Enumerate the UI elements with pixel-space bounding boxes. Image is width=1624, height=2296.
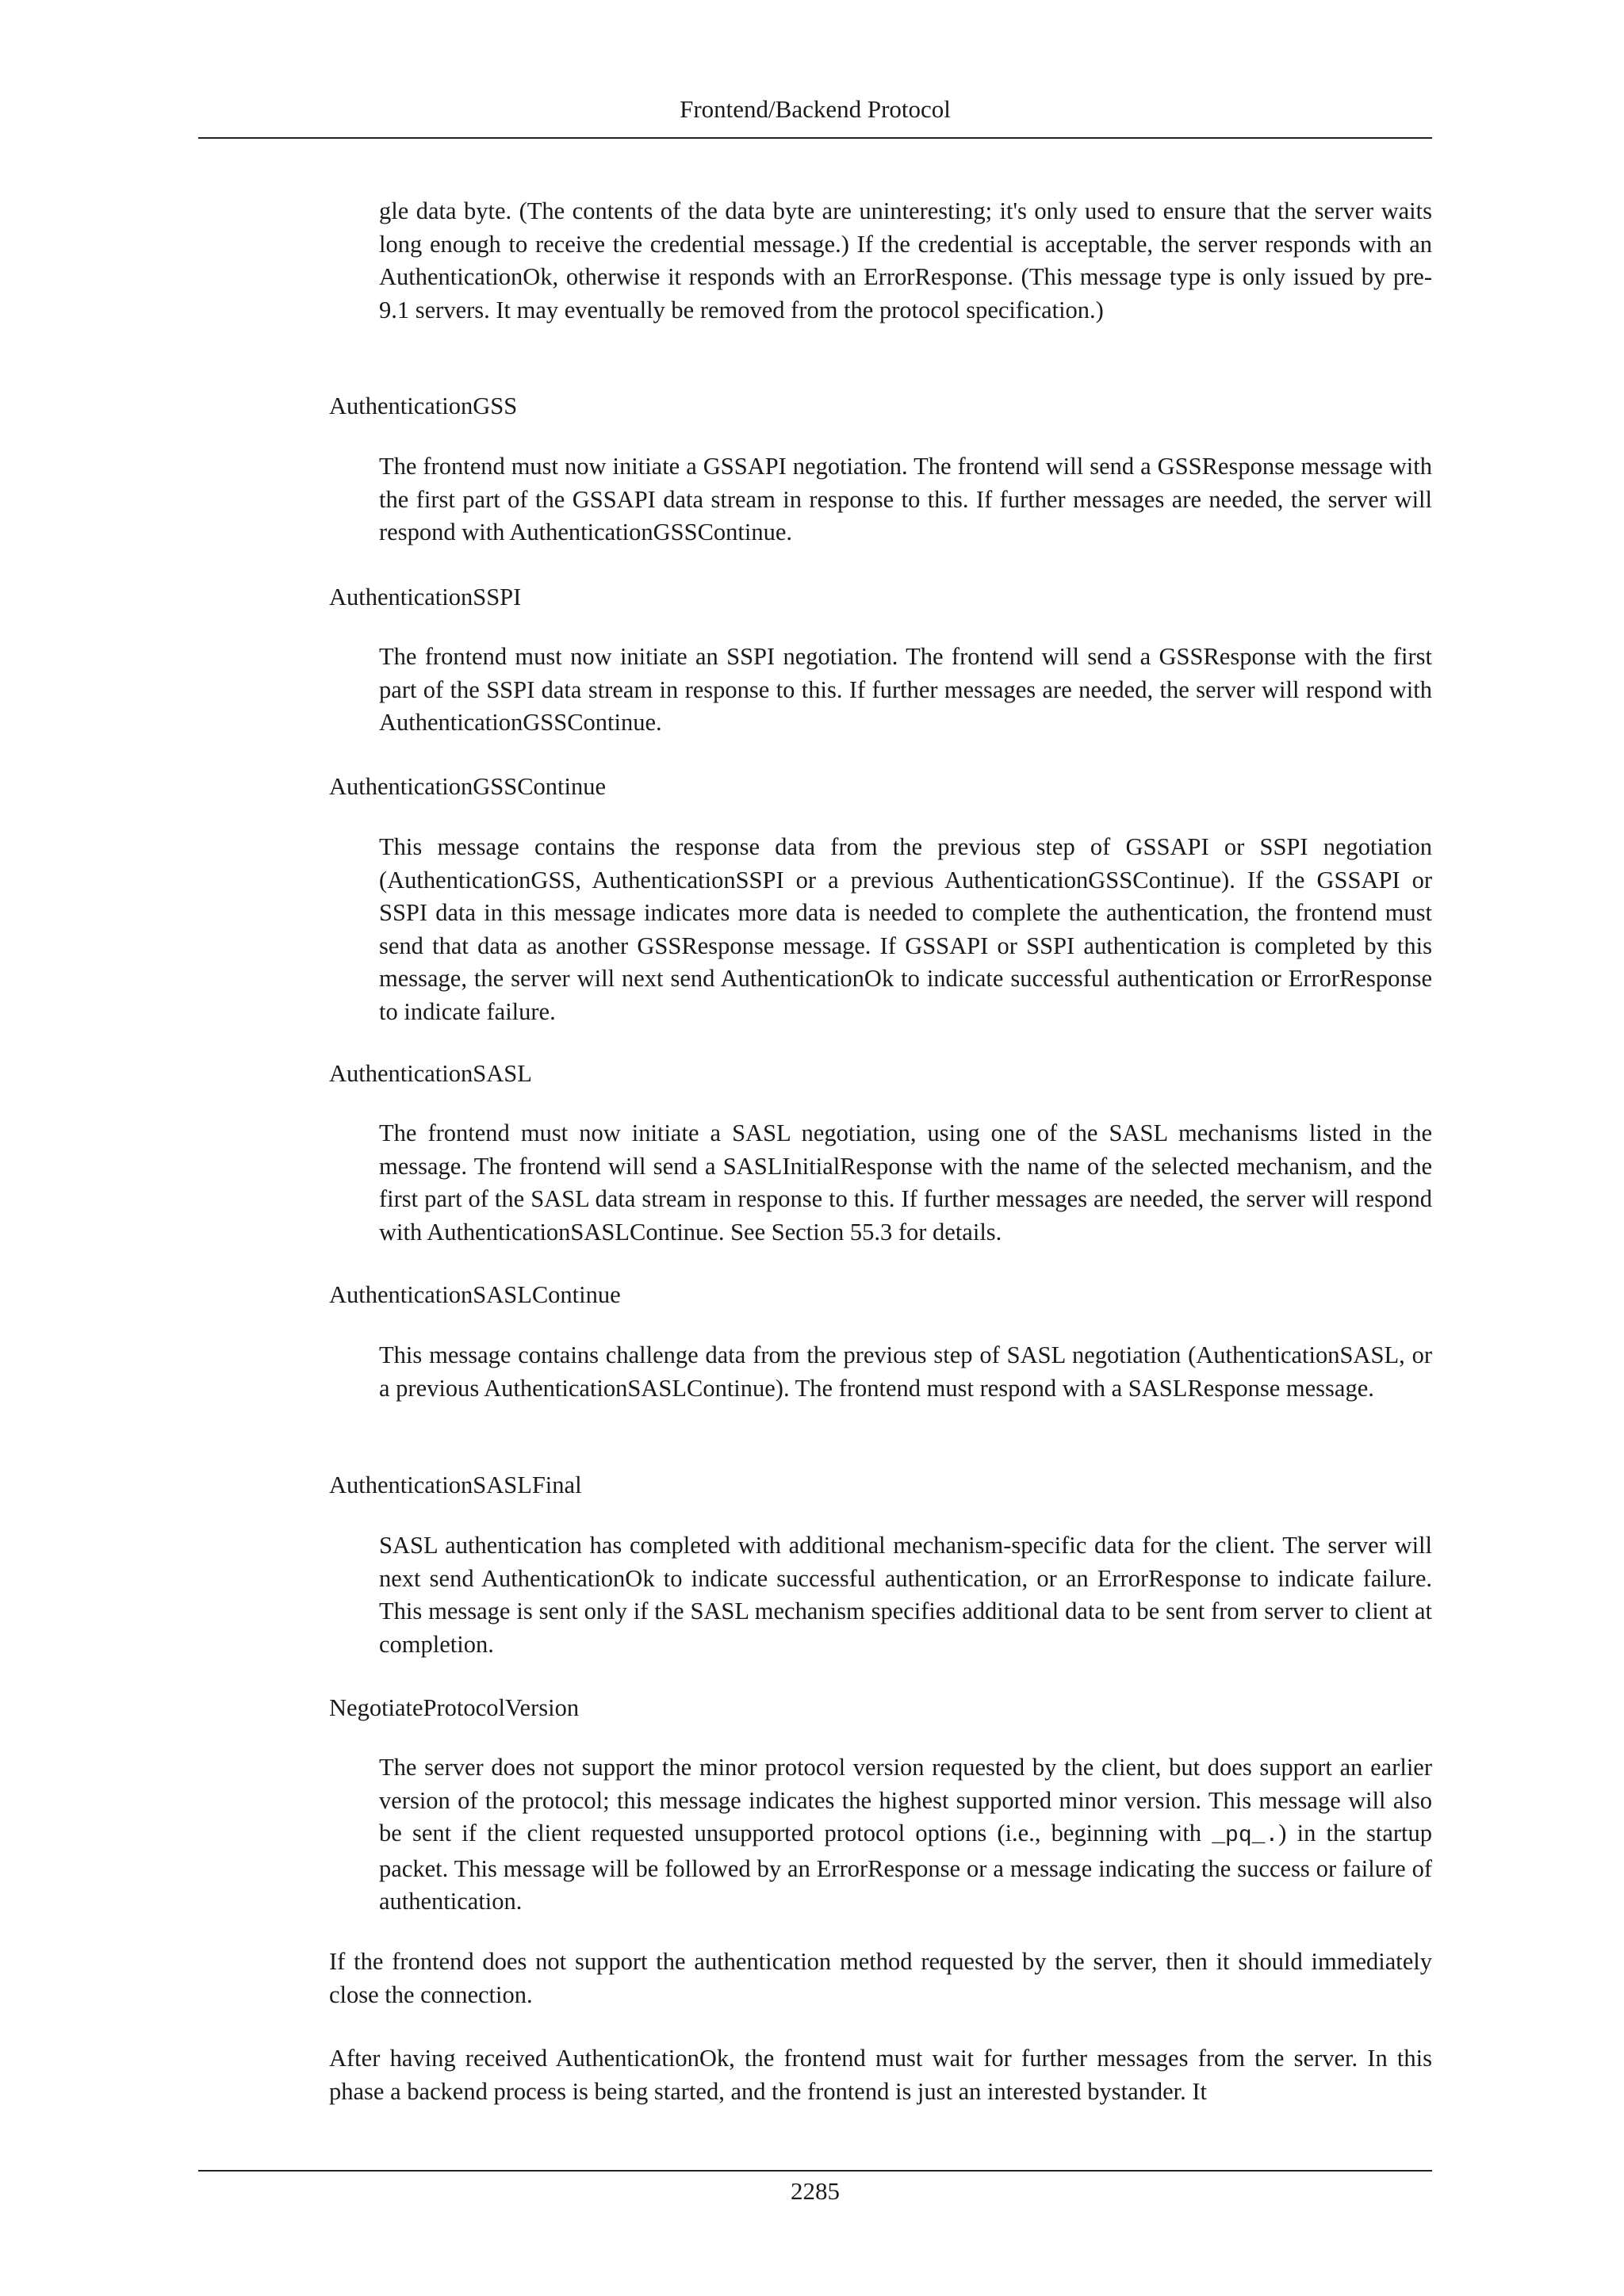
description-authentication-sspi: The frontend must now initiate an SSPI negotiation. The frontend will send a GSSResponse with the first part of the SSPI data stream in response to this. If further messages are needed, the server will respond with AuthenticationGSSContinue. (379, 643, 1432, 736)
intro-paragraph: gle data byte. (The contents of the data byte are uninteresting; it's only used to ensure that the server waits long enough to receive the credential message.) If the credential is acceptable, the server responds with an AuthenticationOk, otherwise it responds with an ErrorResponse. (This message type is only issued by pre-9.1 servers. It may eventually be removed from the protocol specification.) (379, 197, 1432, 323)
header-divider (198, 137, 1432, 139)
term-authentication-gss: AuthenticationGSS (329, 392, 518, 419)
description-authentication-gss-continue: This message contains the response data from the previous step of GSSAPI or SSPI negotiation (AuthenticationGSS, AuthenticationSSPI or a previous AuthenticationGSSContinue). If the GSSAPI or SSPI data in this message indicates more data is needed to complete the authentication, the frontend must send that data as another GSSResponse message. If GSSAPI or SSPI authentication is completed by this message, the server will next send AuthenticationOk to indicate successful authentication or ErrorResponse to indicate failure. (379, 833, 1432, 1025)
footer-divider (198, 2170, 1432, 2172)
term-authentication-sasl-final: AuthenticationSASLFinal (329, 1471, 582, 1498)
description-authentication-sasl: The frontend must now initiate a SASL negotiation, using one of the SASL mechanisms listed in the message. The frontend will send a SASLInitialResponse with the name of the selected mechanism, and the first part of the SASL data stream in response to this. If further messages are needed, the server will respond with AuthenticationSASLContinue. See Section 55.3 for details. (379, 1119, 1432, 1246)
closing-paragraph-unsupported-method: If the frontend does not support the authentication method requested by the server, then it should immediately close the connection. (329, 1948, 1432, 2008)
description-authentication-gss: The frontend must now initiate a GSSAPI negotiation. The frontend will send a GSSResponse message with the first part of the GSSAPI data stream in response to this. If further messages are needed, the server will respond with AuthenticationGSSContinue. (379, 453, 1432, 545)
closing-paragraph-after-auth-ok: After having received AuthenticationOk, the frontend must wait for further messages from the server. In this phase a backend process is being started, and the frontend is just an interested bystander. It (329, 2045, 1432, 2105)
description-authentication-sasl-final: SASL authentication has completed with additional mechanism-specific data for the client. The server will next send AuthenticationOk to indicate successful authentication, or an ErrorResponse to indicate failure. This message is sent only if the SASL mechanism specifies additional data to be sent from server to client at completion. (379, 1532, 1432, 1658)
term-authentication-gss-continue: AuthenticationGSSContinue (329, 773, 607, 800)
term-authentication-sasl-continue: AuthenticationSASLContinue (329, 1281, 621, 1308)
running-header: Frontend/Backend Protocol (680, 95, 951, 123)
term-negotiate-protocol-version: NegotiateProtocolVersion (329, 1694, 580, 1721)
page-number: 2285 (791, 2177, 840, 2205)
term-authentication-sasl: AuthenticationSASL (329, 1060, 532, 1087)
term-authentication-sspi: AuthenticationSSPI (329, 584, 522, 610)
inline-code-pq-prefix: _pq_. (1212, 1823, 1279, 1848)
description-text-before-code: The server does not support the minor protocol version requested by the client, but does support an earlier version of the protocol; this message indicates the highest supported minor version. This message will also be sent if the client requested unsupported protocol options (i.e., beginning with (379, 1754, 1432, 1846)
description-authentication-sasl-continue: This message contains challenge data from the previous step of SASL negotiation (AuthenticationSASL, or a previous AuthenticationSASLContinue). The frontend must respond with a SASLResponse message. (379, 1341, 1432, 1402)
description-text-after-code: ) in the startup packet. This message will be followed by an ErrorResponse or a message indicating the success or failure of authentication. (379, 1820, 1433, 1915)
description-negotiate-protocol-version (379, 1751, 1432, 1919)
